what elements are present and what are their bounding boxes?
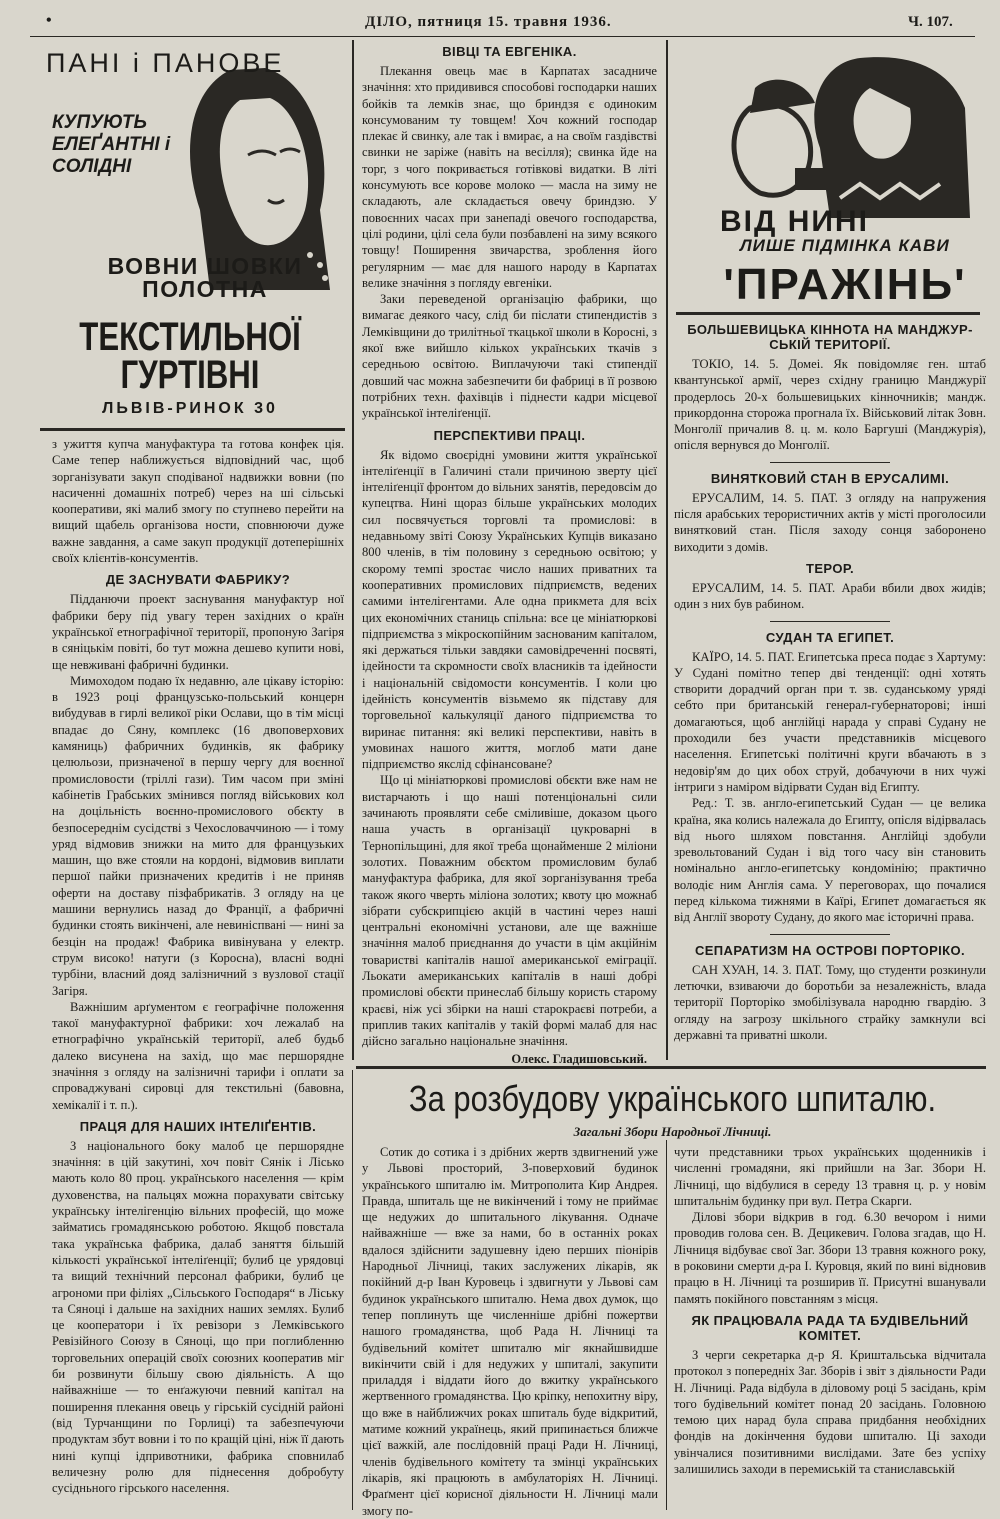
- news-divider: [770, 621, 890, 622]
- terror-paragraph: ЕРУСАЛИМ, 14. 5. ПАТ. Араби вбили двох жидів; один з них був рабином.: [674, 580, 986, 612]
- factory-paragraph-3: Важнішим арґументом є географічне положення такої мануфактурної фабрики: хоч лежалаб на етнографічно українській території, алеб будьб далеко висунена на захід, що має першорядне значіння з огляду на залізничні тарифи і оплати за спроваджувані сировці для текстильні (бавовна, хемікалії і т. п.).: [52, 999, 344, 1112]
- column-divider-4: [666, 1140, 667, 1510]
- factory-paragraph-2: Мимоходом подаю їх недавню, але цікаву історію: в 1923 році французсько-польський концерн вибудував в гирлі великої ріки Ослави, що в тім місці впадає до Сяну, комплекс (16 двоповерхових камяниць) фабричних будинків, як фабрику целюльози, призначеної в першу чергу для воєнної промисловости (тріллі гази). Тим часом при зміні кабінетів Грабських змінився погляд військових кол на доцільність воєнно-промислового обєкту в безпосереднім сусідстві з Чехословаччиною — і тому уряд відмовив знижки на мито для французьких машин, що вже стояли на кордоні, відмовив виплати першої пайки призначених кредитів і не приняв оферти на доставу пізфабрикатів. З огляду на це машини вернулись назад до Франції, а фабричні будинки стоять викінчені, але невиніспвані — нині за безцін на продаж! Фабрика вивінувана у електр. струм високо! натуги (з Короснa), власні водні турбіни, власний дояд залізничний з вузлової стації Загіря.: [52, 673, 344, 998]
- perspectives-paragraph-1: Як відомо своєрідні умовини життя української інтеліґенції в Галичині стали причиною зверту цієї інтеліґенції фронтом до вільних занятів, передовсім до купецтва. Нині щораз більше українських молодих сил посвячується торговлі та промислові: в недавньому звіті Союзу Українських Купців виказано 800 членів, в тім половину з середньою освітою; у скорому темпі зростає число наших приватних та кооперативних промислових підприємств, ведених самими інтелігентами. Але одна прикмета для всіх цих економічних станиць спільна: все це мініатюркові підприємства з мікроскопійним заснованим капіталом, які держаться тільки завдяки самовідреченні посвяті, ідейности та скромности своїх власників та ідейности і національній свідомости консументів. І коли цю ідейність консументів візьмемо як підставу для торговельної калькуляції даного підприємства то виринає питання: які великі перспективи, навіть в умовинах нашого життя, моглоб мати дане підприємство якслід сфінансоване?: [362, 447, 657, 772]
- column-divider-3: [352, 1070, 353, 1510]
- intro-paragraph: з ужиття купча мануфактура та готова конфек ція. Саме тепер наближується відповідний час, щоб зорганізувати закуп сподіваної надвижки вовни (по насиченні домашніх потреб) через на ші сільські кооперативи, які малиб змогу по ступнево перейти на вищий щабель організова ности, сповнюючи дуже важне завдання, а саме закуп продукції дотеперішніх своїх клієнтів-консументів.: [52, 437, 344, 566]
- header-dot: •: [46, 12, 52, 29]
- hospital-top-rule: [356, 1066, 986, 1069]
- hospital-column-left: [362, 1144, 658, 1518]
- heading-intelligentsia: ПРАЦЯ ДЛЯ НАШИХ ІНТЕЛІҐЕНТІВ.: [79, 1118, 317, 1134]
- heading-cavalry: БОЛЬШЕВИЦЬКА КІННОТА НА МАНДЖУР-СЬКІЙ ТЕРИТОРІЇ.: [687, 322, 973, 352]
- hospital-article-subtitle: Загальні Збори Народньої Лічниці.: [573, 1124, 772, 1139]
- sudan-paragraph: КАЇРО, 14. 5. ПАТ. Египетська преса подає з Хартуму: У Судані помітно тепер дві тенденції: одні хотять створити дорадчий орган при т. зв. суданському уряді себто при британській генерал-губернаторові; інші домагаються, щоб англійці нарада у справі Судану не проходили без участи представників місцевого населення. Египетські політичні круги вбачають в з недовір'ям до цих обох струй, добачуючи в них чужі інтриги з наміром відірвати Судан від Египту.: [674, 649, 986, 794]
- ad-bottom-rule: [40, 428, 345, 431]
- sheep-paragraph-1: Плекання овець має в Карпатах засадниче значіння: хто придивився способові господарки наших бойків та лемків знає, що бриндзя є одиноким консумованим ту товщем! Хоч кожний господар плекає й свинку, але так і вмирає, а на своїм газдівстві свинки не заріже (навіть на весілля); свинка йде на торг, з чого покривається готівкові видатки. В літі консумують все корове молоко — масла на зиму не складають, але складається овечу бриндзю. У повоєнних часах при занепаді овечого господарства, цілі родини, цілі села були позбавлені на зиму всякого товщу! Поширення звичарства, зроблення його регулярним — має для нашого народу в Карпатах велике значіння з погляду евгеніки.: [362, 64, 657, 290]
- coffee-ad-brand: 'ПРАЖІНЬ': [723, 260, 967, 309]
- coffee-ad-line-2: ЛИШЕ ПІДМІНКА КАВИ: [740, 236, 950, 255]
- ad-firm-name: ТЕКСТИЛЬНОЇ ГУРТІВНІ: [79, 315, 301, 397]
- column-1: [52, 436, 344, 1506]
- heading-sudan: СУДАН ТА ЕГИПЕТ.: [765, 629, 895, 645]
- hospital-paragraph-1: Сотик до сотика і з дрібних жертв здвигнений уже у Львові просторий, 3-поверховий будинок українського шпиталю ім. Митрополита Кир Андрея. Правда, шпиталь ще не викінчений і тому не приймає ще недужих до шпитального лікування. Одначе найважніше — вже за нами, бо в останніх роках вдалося здійснити задушевну ідею перших піонірів Народньої Лічниці, таких заслужених лікарів, як покійний д-р Іван Куровець і здвигнути у Львові сам будинок українського шпиталю. Нема двох думок, що тепер поплинуть ще численніше дрібні пожертви нашого громадянства, щоб Рада Н. Лічниці та будівельний комітет шпиталю міг якнайшвидше викінчити свій і для недужих у шпиталі, закупити приладдя і віддати його до вжитку українського жертвенного громадянства. Цю кріпку, непохитну віру, що вже в найближчих роках шпиталь буде відкритий, матиме кожний українець, який припинається ближче цієї важкій, але послідовній праці Ради Н. Лічниці, членів будівельного комітету та змінці українських лікарів, які працюють в амбулаторіях Н. Лічниці. Фраґмент цієї корисної діяльности Н. Лічниці мали змогу по-: [362, 1145, 658, 1518]
- header-masthead: ДІЛО, пятниця 15. травня 1936.: [365, 14, 612, 30]
- ad-greeting: ПАНІ і ПАНОВЕ: [46, 48, 285, 78]
- header-rule: [30, 36, 975, 37]
- heading-perspectives: ПЕРСПЕКТИВИ ПРАЦІ.: [433, 427, 586, 443]
- heading-sheep: ВІВЦІ ТА ЕВГЕНІКА.: [442, 44, 577, 59]
- perspectives-paragraph-2: Що ці мініатюркові промислові обєкти вже нам не вистарчають і що наші потенціональні сили зачинають проявляти себе сміливіше, доказом цього наша участь в організації цукроварні в Тернопільщині, для якої треба щонайменше 2 міліони золотих. Поважним обєктом промисловим булаб мануфактура фабрика, для якої зорганізування треба також якого чверть міліона золотих; квоту цю можнаб зібрати субскрипцією акцій в частині через наші центральні економічні установи, але ще важніше значіння малоб приєднання до участи в цім акційнім товаристві капіталів нашої американської еміграції. Льокати американських капіталів в наші добрі промислові обєкти принеслаб більшу користь старому краєві, ніж усі збірки на наші старокраєві потреби, а приплив таких капіталів у такій формі малаб для нас дійсно загально національне значіння.: [362, 773, 657, 1049]
- sudan-editorial-note: Ред.: Т. зв. англо-египетський Судан — це велика країна, яка колись належала до Египту, опісля відірвалась від нього шляхом повстання. Англійці здобули зревольтований Судан і від того часу він становить номінально англо-египетську кондомінію; практично володіє ним Англія сама. У переговорах, що почалися перед кількома тижнями в Каїрі, Египет домагається як від Англії звороту Судану, до якого має історичні права.: [674, 796, 986, 925]
- header-issue-number: Ч. 107.: [908, 14, 953, 30]
- heading-council-work: ЯК ПРАЦЮВАЛА РАДА ТА БУДІВЕЛЬНИЙ КОМІТЕТ.: [691, 1312, 969, 1343]
- intelligentsia-paragraph: З національного боку малоб це першорядне значіння: в цій закутині, хоч повіт Сянік і Лісько мають коло 80 проц. українського населення — крім духовенства, на пальцях можна порахувати світську українську інтелігенцію вільних професій, що може займатись громадянською роботою. Якщоб повстала така українська фабрика, далаб заняття більшій кількості української інтеліґенції; булиб це урядовці та вищий технічний персонал фабрики, булиб це агрономи при філіях „Сільського Господаря“ в Ліську та Сяноці і дальше на західних наших землях. Булиб це кооператори і їх ревізори з Лемківського Ревізійного Союзу в Сяноці, що при поглибленню торговельних операцій своїх союзних кооператив міг би розвинути більшу свою діяльність. А що найважніше — то енґажуючи певний капітал на поширення плекання овець у гірській сусідній районі (від Турчанщини по Горлиці) та забезпечуючи продуктам збут вовни і то по кращій ціні, ніж її дають нині купці ідпривотники, фабрика сповнилаб величезну ролю для піднесення добробуту сусідньного гірського населення.: [52, 1138, 344, 1496]
- column-divider-1: [352, 40, 354, 1060]
- ad-buy-line: КУПУЮТЬ ЕЛЕҐАНТНІ і СОЛІДНІ: [52, 112, 171, 177]
- news-divider: [770, 462, 890, 463]
- coffee-ad-line-1: ВІД НИНІ: [720, 205, 869, 238]
- factory-paragraph-1: Підданючи проект заснування мануфактур ної фабрики беру під увагу терен західних о країн української етнографічної території, пропоную Загіря в сяніцькім повіті, бо тут можна дешево купити нові, ще невживані фабричні будинки.: [52, 592, 344, 672]
- coffee-drinkers-illustration: [710, 48, 970, 218]
- column-3: [674, 316, 986, 1056]
- article-signature: Олекс. Гладишовський.: [511, 1051, 647, 1066]
- page-header: [0, 0, 1000, 40]
- hospital-column-right: [674, 1144, 986, 1510]
- coffee-ad-rule: [676, 312, 980, 315]
- hospital-paragraph-4: З черги секретарка д-р Я. Криштальська відчитала протокол з попередніх Заг. Зборів і звіт з діяльности Ради Н. Лічниці. Рада відбула в діловому році 5 засідань, крім того будівельний комітет понад 20 засідань. Головною темою цих нарад була справа придбання необхідних фондів на докінчення будови шпиталю. Ці заходи увінчалися позитивними вислідами. Зате без успіху залишились заходи в перемиській та станиславській: [674, 1347, 986, 1477]
- column-divider-2: [666, 40, 668, 1060]
- heading-factory: ДЕ ЗАСНУВАТИ ФАБРИКУ?: [105, 572, 291, 588]
- heading-terror: ТЕРОР.: [806, 560, 854, 576]
- ad-goods: ВОВНИ ШОВКИ ПОЛОТНА: [107, 253, 303, 302]
- news-divider: [770, 934, 890, 935]
- hospital-paragraph-3: Ділові збори відкрив в год. 6.30 вечором і ними проводив голова сен. В. Децикевич. Голова згадав, що Н. Лічниця відбуває свої Заг. Збори 13 травня кожного року, в роковини смерти д-ра І. Куровця, який по вині відновив працю в Н. Лічниці та розширив її. Присутні вшанували память покійного повстанням з місця.: [674, 1210, 986, 1306]
- heading-puerto-rico: СЕПАРАТИЗМ НА ОСТРОВІ ПОРТОРІКО.: [694, 942, 966, 958]
- ad-address: ЛЬВІВ-РИНОК 30: [102, 400, 278, 417]
- column-2: [362, 44, 657, 1064]
- heading-jerusalem: ВИНЯТКОВИЙ СТАН В ЕРУСАЛИМІ.: [710, 470, 950, 486]
- hospital-article-title: За розбудову українського шпиталю.: [408, 1078, 937, 1119]
- cavalry-paragraph: ТОКІО, 14. 5. Домеі. Як повідомляє ген. штаб квантунської армії, через східну границю Манджурії продерлось 20-х большевицьких кінночників; мандж. прикордонна сторожа прогнала їх. Військовий літак Зовн. Монголії причалив 8. ц. м. коло Баргуші (Манджурія), опісля вернувся до Монголії.: [674, 357, 986, 453]
- sheep-paragraph-2: Заки переведеной організацію фабрики, що вимагає деякого часу, слід би післати стипендистів з Лемківщини до трилітньої ткацької школи в Коросні, з якої вже вийшло кількох українських ткачів з середньою освітою. Виплачуючи такі стипендії довший час можна забезпечити би фабриці в її розвою потрібних техн. фахівців і піднести кадри місцевої української інтеліґенції.: [362, 292, 657, 421]
- puerto-rico-paragraph: САН ХУАН, 14. 3. ПАТ. Тому, що студенти розкинули летючки, взиваючи до боротьби за незалежність, влада території Порторіко змобілізувала народню гвардію. З огляду на загрозу шкільного страйку замкнули всі державні та приватні школи.: [674, 962, 986, 1042]
- jerusalem-paragraph: ЕРУСАЛИМ, 14. 5. ПАТ. З огляду на напружения після арабських терористичних актів у місті проголосили виняткoвий стан. Після заходу сонця заборонено виходити з домів.: [674, 490, 986, 554]
- hospital-paragraph-2: чути представники трьох українських щоденників і численні громадяни, які прийшли на Заг. Збори Н. Лічниці, що відбулися в середу 13 травня ц. р. у новім шпитальнім будинку при вул. Петра Скарги.: [674, 1145, 986, 1208]
